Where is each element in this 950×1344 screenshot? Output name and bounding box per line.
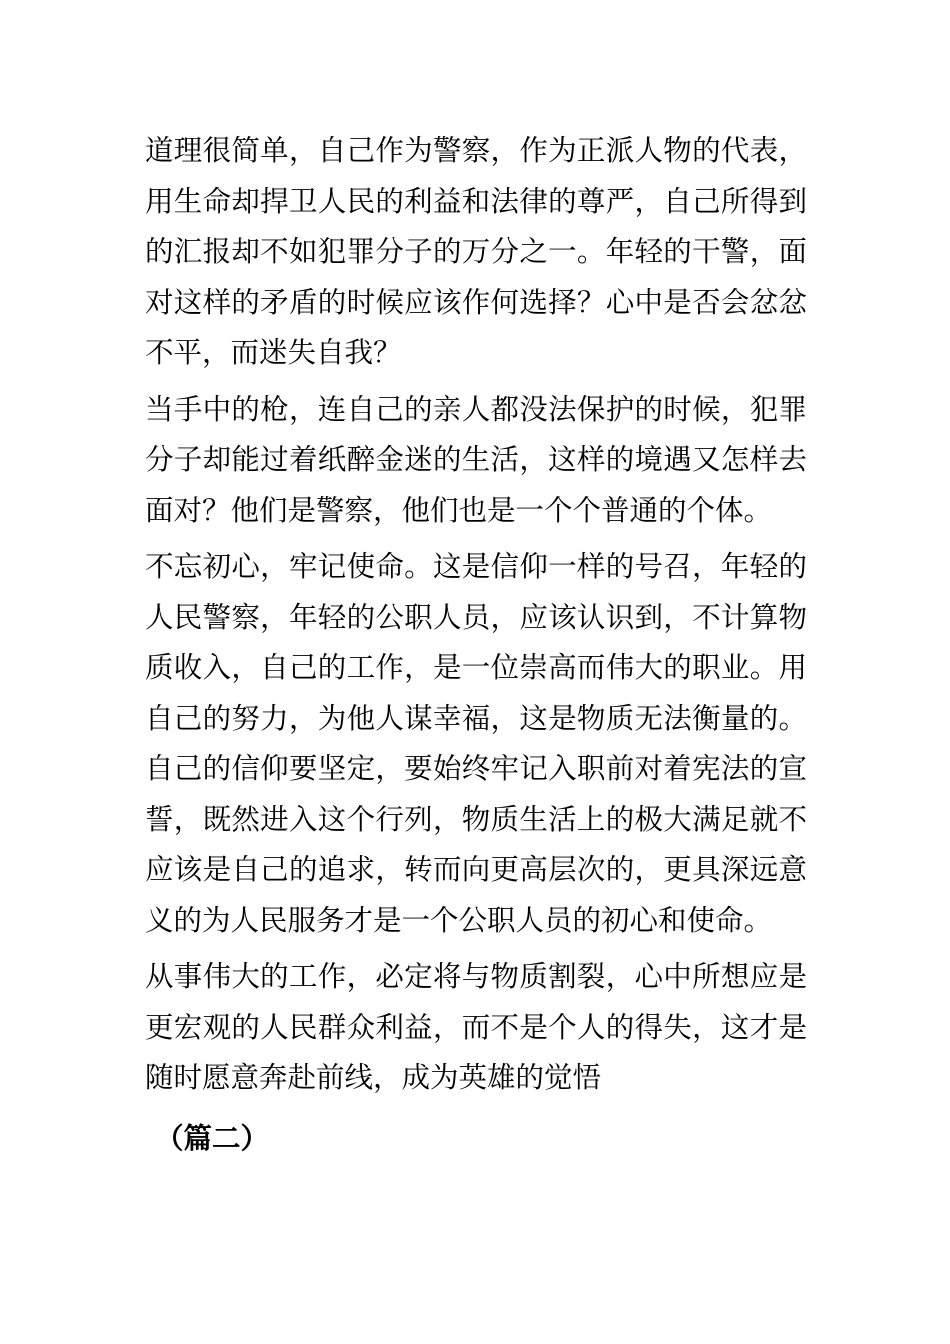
paragraph-3: 不忘初心，牢记使命。这是信仰一样的号召，年轻的人民警察，年轻的公职人员，应该认识到，不计算物质收入，自己的工作，是一位崇高而伟大的职业。用自己的努力，为他人谋幸福，这是物质无法衡量的。自己的信仰要坚定，要始终牢记入职前对着宪法的宣誓，既然进入这个行列，物质生活上的极大满足就不应该是自己的追求，转而向更高层次的，更具深远意义的为人民服务才是一个公职人员的初心和使命。 bbox=[145, 550, 807, 937]
document-body bbox=[145, 126, 807, 1164]
section-heading: （篇二） bbox=[155, 1121, 270, 1155]
paragraph-4: 从事伟大的工作，必定将与物质割裂，心中所想应是更宏观的人民群众利益，而不是个人的得失，这才是随时愿意奔赴前线，成为英雄的觉悟 bbox=[145, 960, 807, 1094]
paragraph-2: 当手中的枪，连自己的亲人都没法保护的时候，犯罪分子却能过着纸醉金迷的生活，这样的境遇又怎样去面对？他们是警察，他们也是一个个普通的个体。 bbox=[145, 392, 807, 527]
paragraph-1: 道理很简单，自己作为警察，作为正派人物的代表，用生命却捍卫人民的利益和法律的尊严，自己所得到的汇报却不如犯罪分子的万分之一。年轻的干警，面对这样的矛盾的时候应该作何选择？心中是否会忿忿不平，而迷失自我？ bbox=[145, 134, 807, 369]
